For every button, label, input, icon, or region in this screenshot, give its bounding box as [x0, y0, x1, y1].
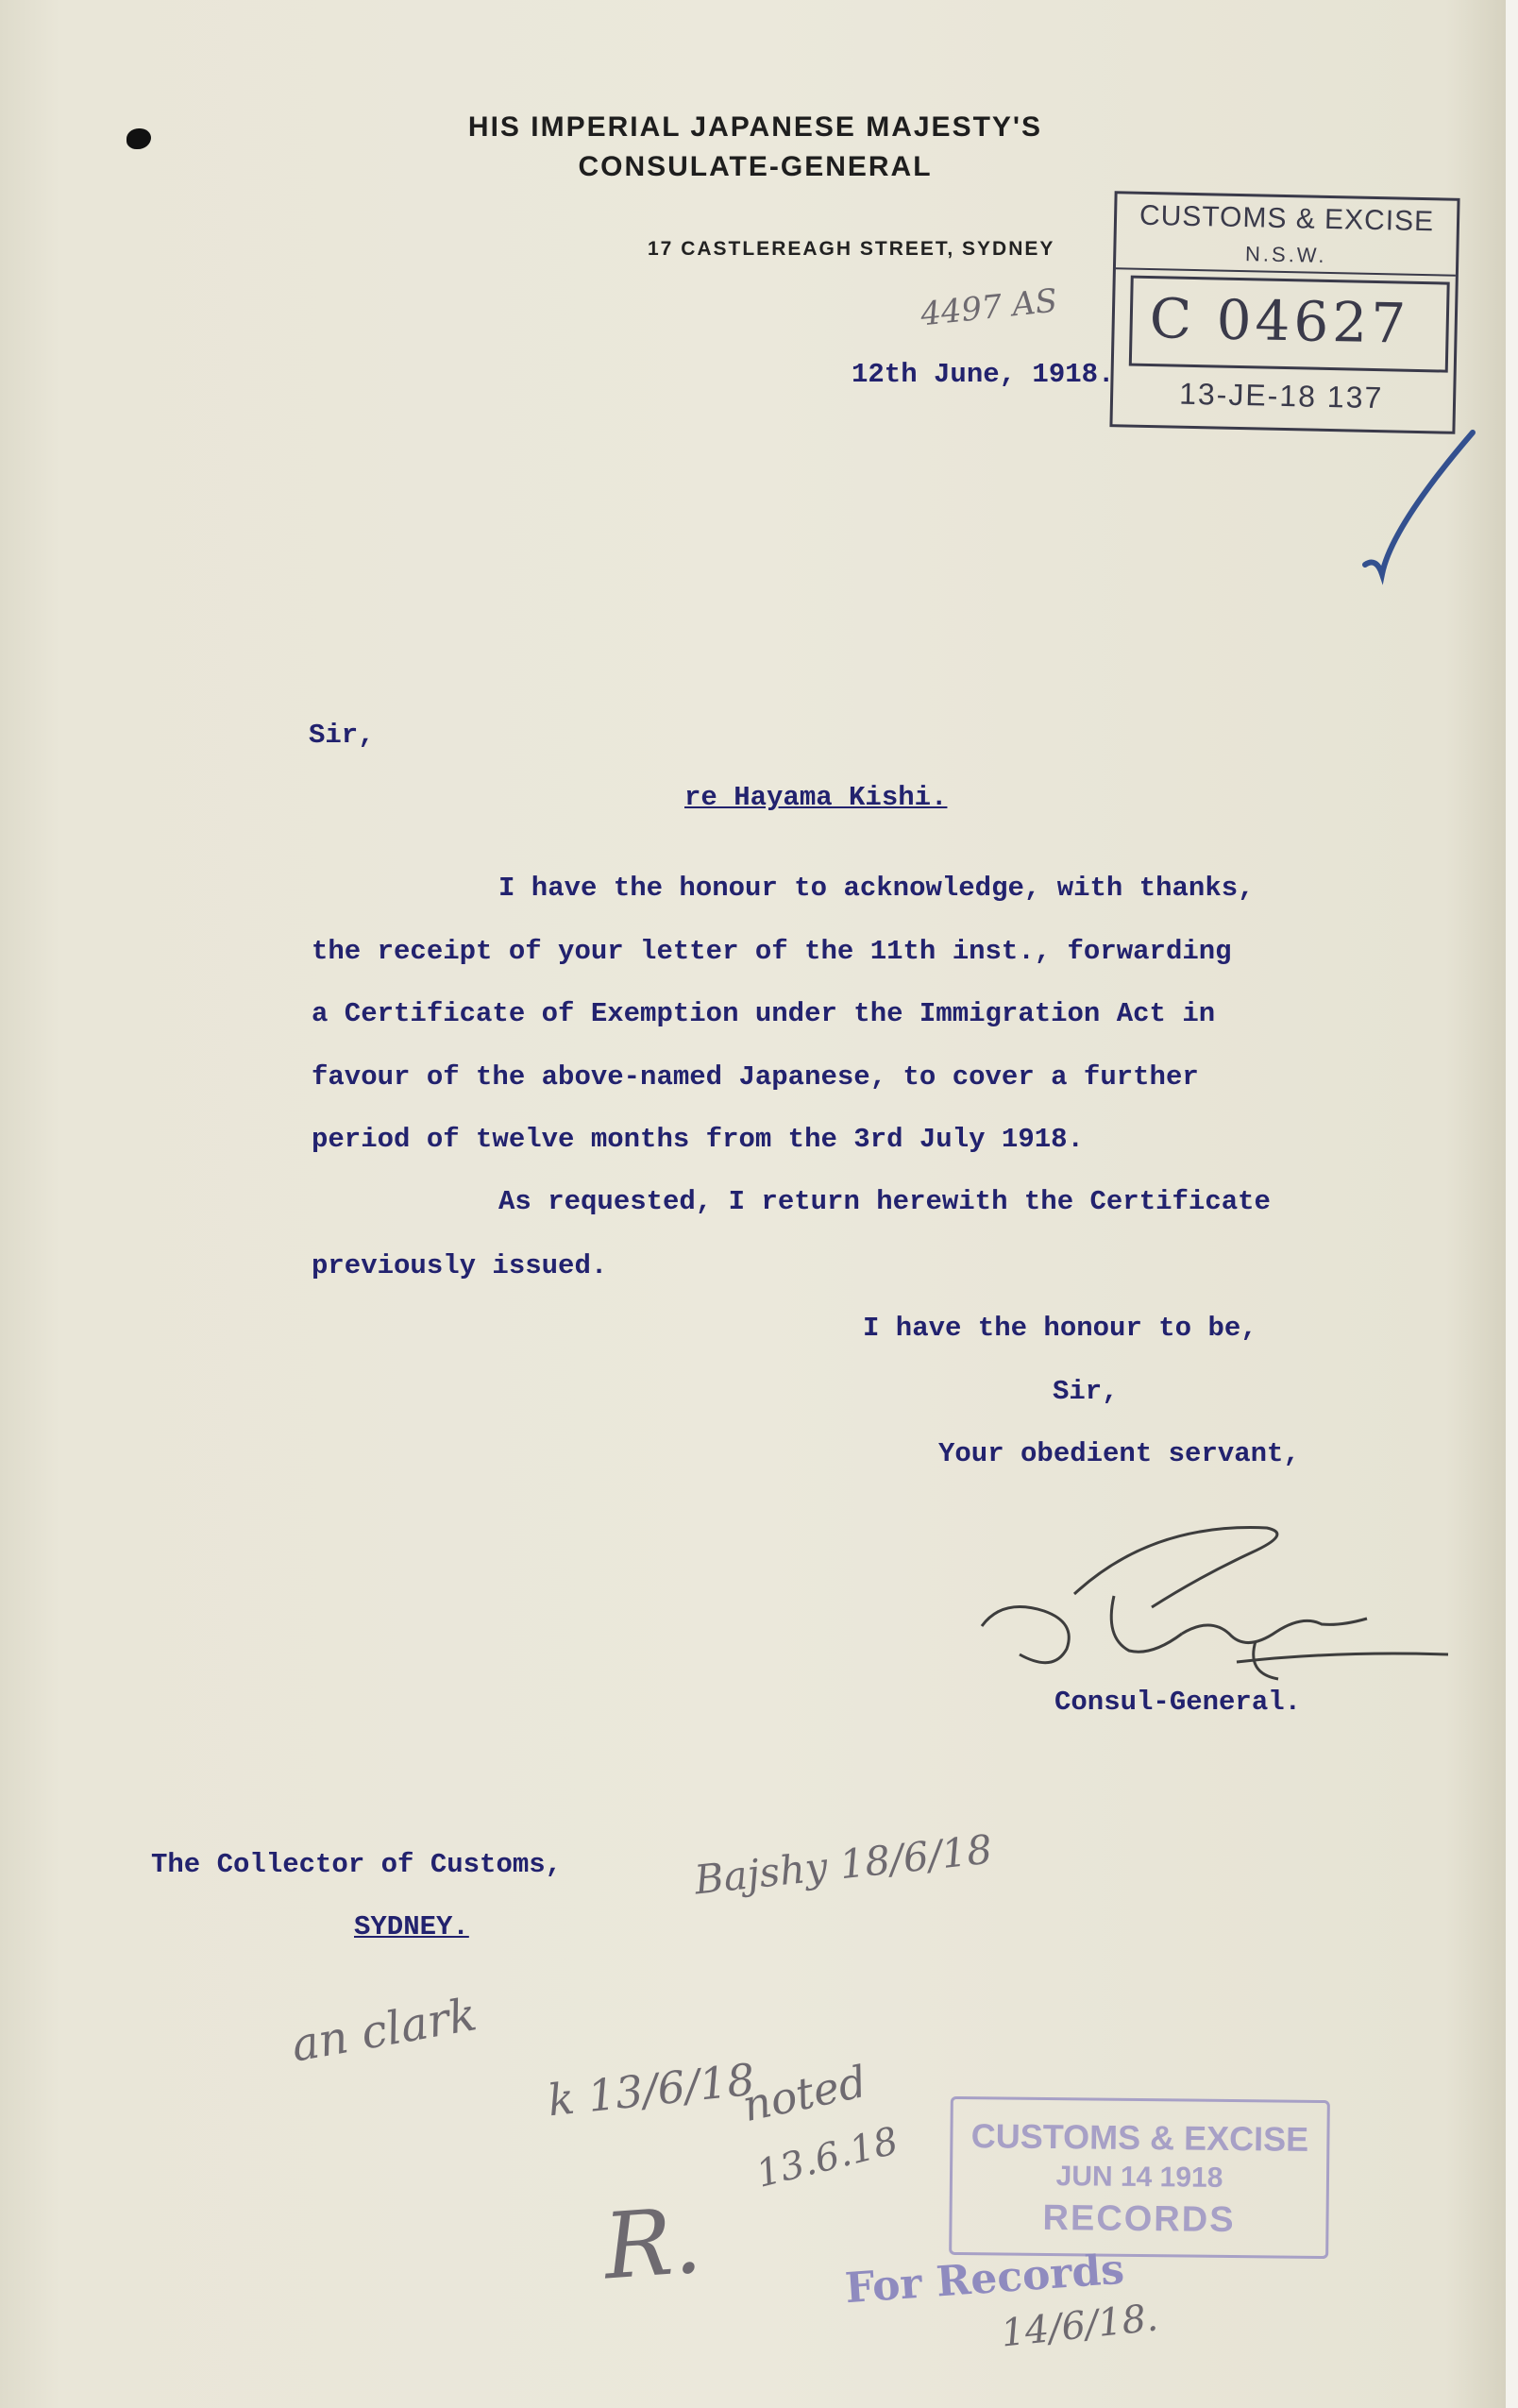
- check-mark-icon: [1359, 425, 1482, 595]
- handwritten-note: an clark: [287, 1988, 481, 2073]
- customs-stamp-line2: N.S.W.: [1116, 239, 1457, 277]
- customs-stamp-number-box: [1129, 276, 1450, 373]
- addressee-line1: The Collector of Customs,: [151, 1849, 563, 1880]
- closing-line2: Sir,: [1053, 1376, 1119, 1407]
- letterhead-line1: HIS IMPERIAL JAPANESE MAJESTY'S: [467, 111, 1043, 143]
- records-stamp: [949, 2096, 1330, 2259]
- handwritten-initial: R.: [600, 2187, 705, 2300]
- salutation: Sir,: [309, 720, 375, 751]
- closing-line1: I have the honour to be,: [863, 1313, 1257, 1344]
- body-line: period of twelve months from the 3rd July 1918.: [312, 1124, 1084, 1155]
- records-stamp-line1: CUSTOMS & EXCISE: [970, 2116, 1309, 2159]
- records-stamp-label: RECORDS: [1042, 2197, 1236, 2241]
- customs-stamp-date: 13-JE-18 137: [1178, 376, 1384, 415]
- closing-line3: Your obedient servant,: [938, 1438, 1300, 1469]
- letter-date: 12th June, 1918.: [852, 359, 1115, 390]
- customs-stamp-number: C 04627: [1149, 286, 1410, 356]
- page-edge: [1506, 0, 1518, 2408]
- punch-hole-mark: [126, 128, 151, 149]
- records-stamp-date: JUN 14 1918: [1055, 2161, 1223, 2194]
- body-line: a Certificate of Exemption under the Immigration Act in: [312, 998, 1216, 1029]
- body-line: As requested, I return herewith the Certificate: [498, 1186, 1271, 1217]
- body-line: I have the honour to acknowledge, with thanks,: [498, 873, 1255, 904]
- body-line: previously issued.: [312, 1250, 608, 1281]
- for-records-stamp: For Records: [843, 2245, 1126, 2314]
- letterhead-line2: CONSULATE-GENERAL: [578, 151, 933, 182]
- subject-line: re Hayama Kishi.: [684, 782, 948, 813]
- addressee-line2: SYDNEY.: [354, 1911, 469, 1942]
- registration-note: Bajshy 18/6/18: [692, 1825, 995, 1904]
- customs-stamp-line1: CUSTOMS & EXCISE: [1138, 199, 1435, 238]
- body-line: the receipt of your letter of the 11th inst., forwarding: [312, 936, 1232, 967]
- handwritten-note: noted: [737, 2055, 871, 2132]
- customs-stamp: [1109, 191, 1459, 434]
- for-records-date: 14/6/18.: [999, 2296, 1160, 2356]
- signature-title: Consul-General.: [1054, 1687, 1302, 1718]
- handwritten-note: 13.6.18: [751, 2119, 902, 2196]
- signature-icon: [963, 1520, 1454, 1686]
- handwritten-note: k 13/6/18: [545, 2053, 758, 2127]
- body-line: favour of the above-named Japanese, to cover a further: [312, 1061, 1199, 1093]
- letterhead-address: 17 CASTLEREAGH STREET, SYDNEY: [648, 238, 1055, 260]
- file-number-note: 4497 AS: [919, 281, 1059, 334]
